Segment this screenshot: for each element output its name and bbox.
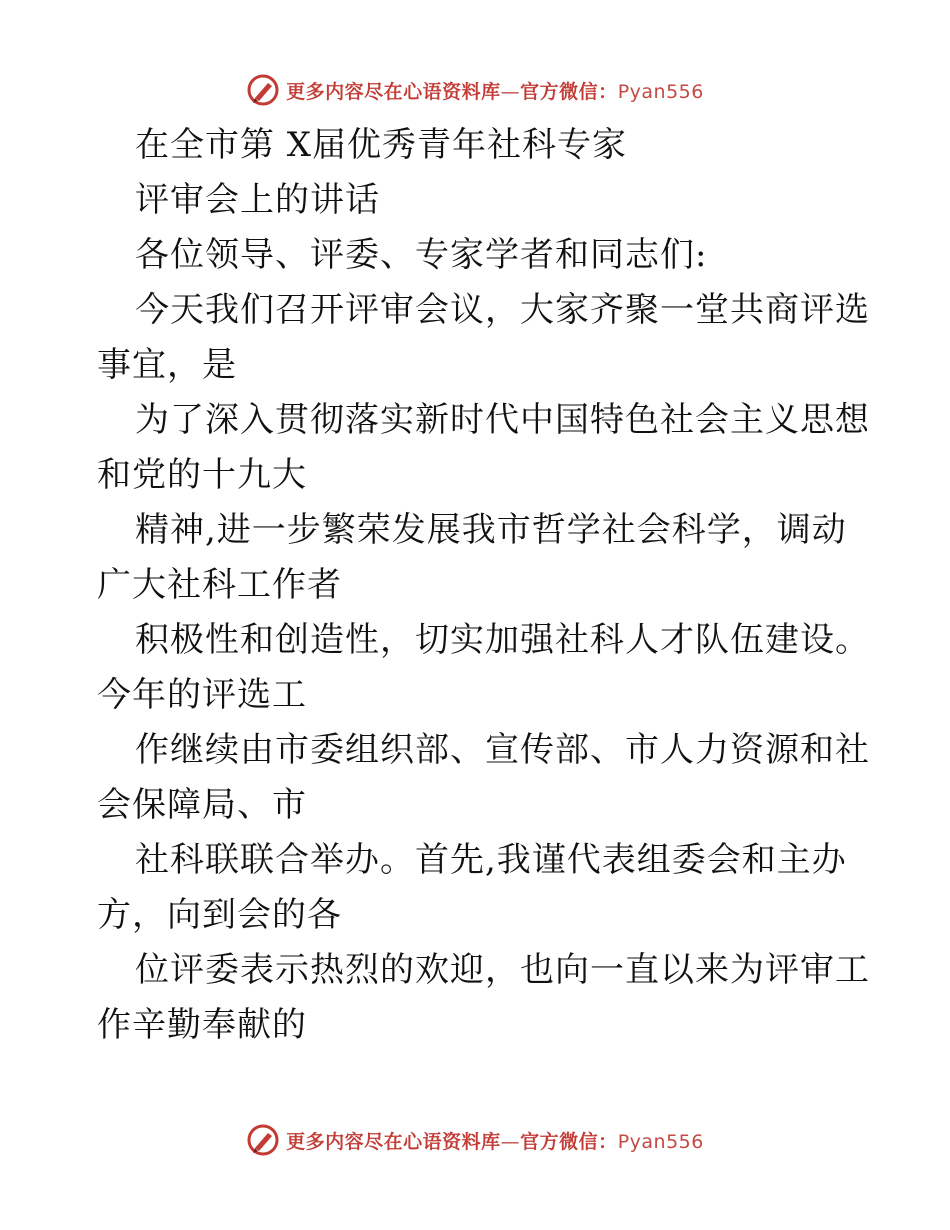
banner-slogan: 更多内容尽在心语资料库 [286, 1130, 501, 1153]
paragraph-line: 作辛勤奉献的 [97, 1005, 307, 1045]
banner-slogan: 更多内容尽在心语资料库 [286, 80, 501, 103]
paragraph-line: 位评委表示热烈的欢迎，也向一直以来为评审工 [135, 950, 870, 990]
document-title-line-2: 评审会上的讲话 [135, 180, 380, 220]
paragraph-line: 积极性和创造性，切实加强社科人才队伍建设。 [135, 620, 870, 660]
paragraph-line: 和党的十九大 [97, 455, 307, 495]
salutation: 各位领导、评委、专家学者和同志们: [135, 235, 708, 275]
banner-text [286, 1127, 704, 1154]
banner-text [286, 77, 704, 104]
paragraph-line: 社科联联合举办。首先,我谨代表组委会和主办 [135, 840, 847, 880]
paragraph-line: 为了深入贯彻落实新时代中国特色社会主义思想 [135, 400, 870, 440]
footer-banner [0, 1120, 950, 1160]
banner-contact-id: Pyan556 [617, 1130, 704, 1153]
paragraph-line: 今天我们召开评审会议，大家齐聚一堂共商评选 [135, 290, 870, 330]
paragraph-line: 事宜，是 [97, 345, 237, 385]
paragraph-line: 作继续由市委组织部、宣传部、市人力资源和社 [135, 730, 870, 770]
paragraph-line: 方，向到会的各 [97, 895, 342, 935]
banner-contact-id: Pyan556 [617, 80, 704, 103]
pen-circle-logo-icon [246, 1123, 280, 1157]
header-banner [0, 70, 950, 110]
document-body [97, 118, 870, 1053]
document-title-line-1: 在全市第 X届优秀青年社科专家 [135, 125, 628, 165]
paragraph-line: 广大社科工作者 [97, 565, 342, 605]
paragraph-line: 会保障局、市 [97, 785, 307, 825]
paragraph-line: 今年的评选工 [97, 675, 307, 715]
paragraph-line: 精神,进一步繁荣发展我市哲学社会科学，调动 [135, 510, 847, 550]
banner-contact-label: 官方微信： [520, 80, 618, 103]
banner-separator: — [500, 1130, 521, 1153]
banner-separator: — [500, 80, 521, 103]
pen-circle-logo-icon [246, 73, 280, 107]
banner-contact-label: 官方微信： [520, 1130, 618, 1153]
